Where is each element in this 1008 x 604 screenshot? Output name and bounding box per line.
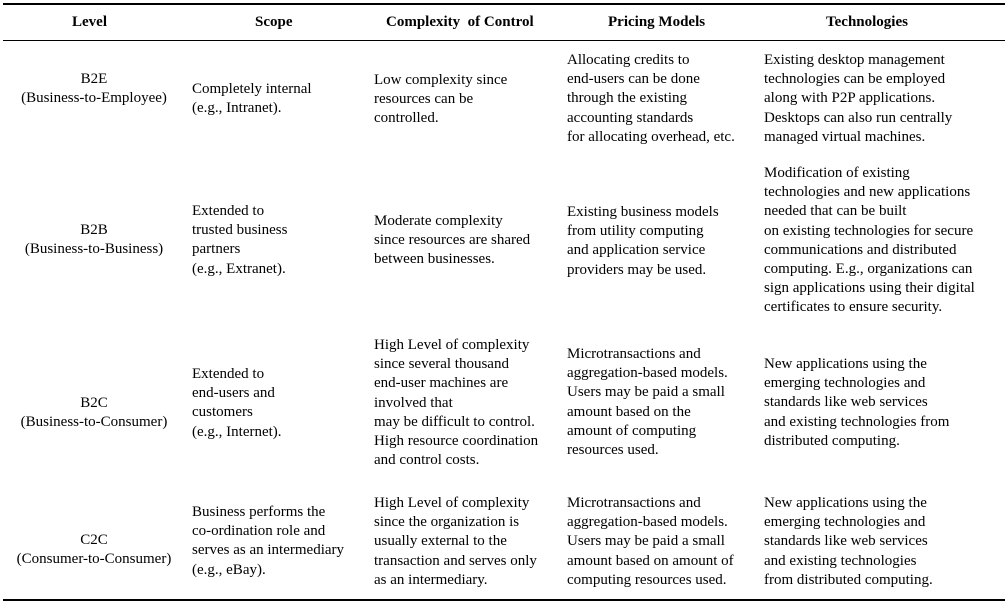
row-b2b-pricing (567, 203, 719, 280)
level-name: (Consumer-to-Consumer) (16, 551, 172, 568)
pricing-line: Microtransactions and (567, 346, 701, 362)
complexity-line: transaction and serves only (374, 552, 537, 569)
pricing-line: through the existing (567, 90, 687, 107)
scope-line: (e.g., Internet). (192, 423, 282, 440)
technologies-line: managed virtual machines. (764, 128, 926, 145)
scope-line: co-ordination role and (192, 523, 326, 540)
pricing-line: for allocating overhead, etc. (567, 128, 735, 145)
technologies-line: and existing technologies (764, 552, 917, 569)
pricing-line: amount of computing (567, 422, 697, 439)
row-b2b-scope (192, 202, 287, 279)
technologies-line: from distributed computing. (764, 571, 933, 588)
complexity-line: involved that (374, 394, 453, 411)
pricing-line: accounting standards (567, 109, 694, 126)
row-c2c-pricing (567, 494, 734, 590)
technologies-line: Desktops can also run centrally (764, 109, 953, 126)
technologies-line: Modification of existing (764, 165, 910, 181)
level-code: B2E (80, 71, 108, 87)
row-b2c-level (4, 394, 184, 432)
technologies-line: technologies and new applications (764, 184, 971, 201)
scope-line: Business performs the (192, 504, 326, 520)
complexity-line: as an intermediary. (374, 571, 488, 588)
header-scope: Scope (255, 14, 293, 30)
pricing-line: from utility computing (567, 223, 704, 240)
pricing-line: amount based on the (567, 403, 691, 420)
row-c2c-scope (192, 503, 344, 580)
complexity-line: High Level of complexity (374, 495, 530, 511)
level-code: B2B (80, 222, 108, 238)
technologies-line: emerging technologies and (764, 375, 926, 392)
technologies-line: computing. E.g., organizations can (764, 261, 973, 278)
header-complexity: Complexity of Control (386, 14, 534, 30)
pricing-line: aggregation-based models. (567, 365, 728, 382)
row-b2e-scope (192, 80, 312, 118)
technologies-line: standards like web services (764, 394, 928, 411)
complexity-line: Moderate complexity (374, 213, 503, 229)
row-c2c-technologies (764, 494, 933, 590)
pricing-line: and application service (567, 242, 706, 259)
level-code: C2C (80, 532, 108, 548)
pricing-line: Users may be paid a small (567, 384, 725, 401)
table-bottom-rule (3, 599, 1005, 601)
scope-line: customers (192, 404, 253, 421)
technologies-line: standards like web services (764, 533, 928, 550)
scope-line: (e.g., Extranet). (192, 260, 286, 277)
technologies-line: needed that can be built (764, 203, 907, 220)
scope-line: end-users and (192, 385, 275, 402)
scope-line: (e.g., eBay). (192, 561, 266, 578)
pricing-line: computing resources used. (567, 571, 727, 588)
complexity-line: between businesses. (374, 251, 495, 268)
scope-line: (e.g., Intranet). (192, 100, 282, 117)
pricing-line: resources used. (567, 442, 659, 459)
pricing-line: Users may be paid a small (567, 533, 725, 550)
complexity-line: since the organization is (374, 514, 520, 531)
technologies-line: New applications using the (764, 495, 927, 511)
technologies-line: emerging technologies and (764, 514, 926, 531)
complexity-line: since several thousand (374, 356, 509, 373)
scope-line: serves as an intermediary (192, 542, 345, 559)
technologies-line: and existing technologies from (764, 413, 950, 430)
scope-line: Completely internal (192, 81, 312, 97)
scope-line: trusted business (192, 222, 288, 239)
technologies-line: certificates to ensure security. (764, 299, 943, 316)
row-b2b-level (4, 221, 184, 259)
scope-line: partners (192, 241, 241, 258)
header-technologies: Technologies (826, 14, 908, 30)
technologies-line: communications and distributed (764, 241, 957, 258)
pricing-line: Allocating credits to (567, 52, 690, 68)
pricing-line: amount based on amount of (567, 552, 734, 569)
row-b2c-technologies (764, 355, 949, 451)
level-code: B2C (80, 395, 108, 411)
table-top-rule (3, 3, 1005, 5)
technologies-line: technologies can be employed (764, 71, 946, 88)
row-b2b-technologies (764, 164, 975, 318)
complexity-line: Low complexity since (374, 72, 508, 88)
scope-line: Extended to (192, 203, 265, 219)
complexity-line: since resources are shared (374, 232, 531, 249)
level-name: (Business-to-Consumer) (20, 414, 168, 431)
pricing-line: Existing business models (567, 204, 719, 220)
pricing-line: end-users can be done (567, 71, 700, 88)
complexity-line: High resource coordination (374, 433, 539, 450)
row-c2c-complexity (374, 494, 537, 590)
technologies-line: on existing technologies for secure (764, 222, 974, 239)
row-b2c-complexity (374, 336, 538, 470)
level-name: (Business-to-Employee) (21, 90, 167, 107)
level-name: (Business-to-Business) (24, 241, 164, 258)
row-b2e-pricing (567, 51, 735, 147)
header-level: Level (72, 14, 107, 30)
complexity-line: controlled. (374, 110, 439, 127)
technologies-line: sign applications using their digital (764, 280, 975, 297)
row-c2c-level (4, 531, 184, 569)
complexity-line: end-user machines are (374, 375, 509, 392)
complexity-line: High Level of complexity (374, 337, 530, 353)
complexity-line: usually external to the (374, 533, 507, 550)
complexity-line: and control costs. (374, 452, 480, 469)
header-pricing-models: Pricing Models (608, 14, 706, 30)
pricing-line: aggregation-based models. (567, 514, 728, 531)
pricing-line: providers may be used. (567, 261, 707, 278)
complexity-line: may be difficult to control. (374, 413, 535, 430)
scope-line: Extended to (192, 366, 265, 382)
row-b2c-scope (192, 365, 282, 442)
technologies-line: along with P2P applications. (764, 90, 936, 107)
row-b2c-pricing (567, 345, 728, 460)
pricing-line: Microtransactions and (567, 495, 701, 511)
technologies-line: distributed computing. (764, 432, 900, 449)
row-b2e-complexity (374, 71, 507, 129)
complexity-line: resources can be (374, 91, 474, 108)
header-separator-rule (3, 40, 1005, 41)
row-b2e-technologies (764, 51, 952, 147)
row-b2b-complexity (374, 212, 530, 270)
row-b2e-level (4, 70, 184, 108)
technologies-line: Existing desktop management (764, 52, 945, 68)
technologies-line: New applications using the (764, 356, 927, 372)
